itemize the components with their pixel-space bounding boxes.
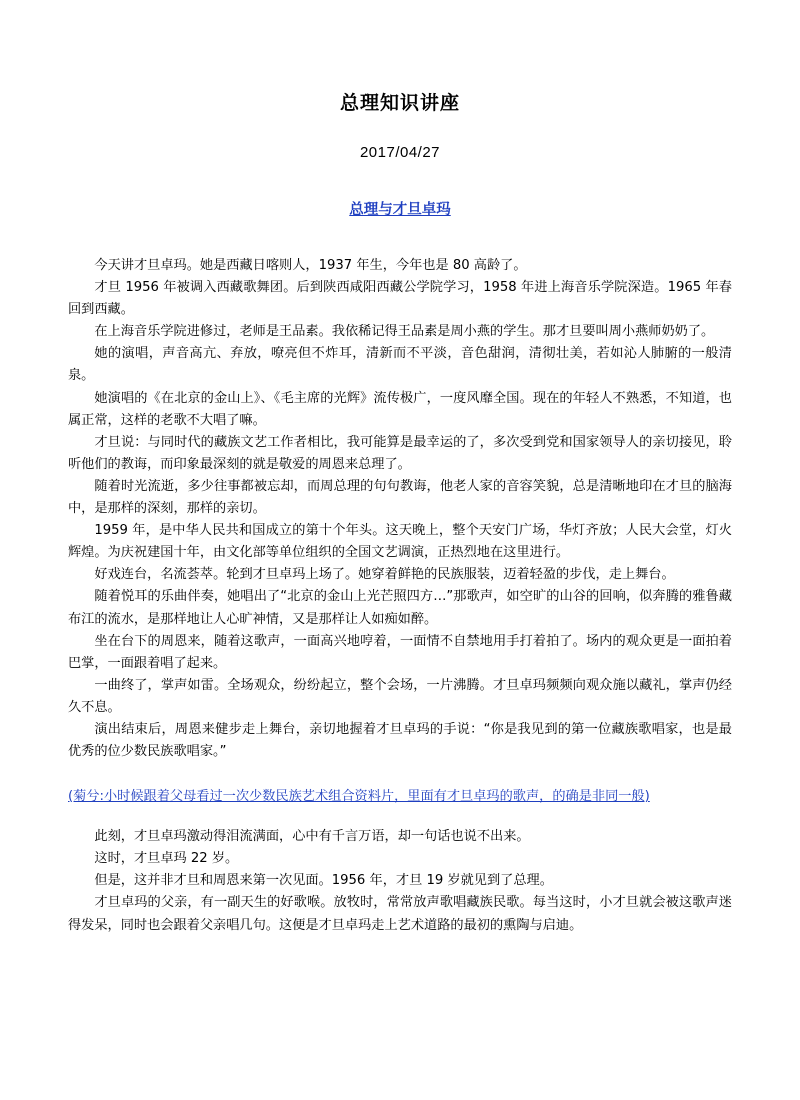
paragraph: 才旦 1956 年被调入西藏歌舞团。后到陕西咸阳西藏公学院学习，1958 年进上海音乐学院深造。1965 年春回到西藏。: [68, 280, 732, 318]
paragraph: 好戏连台，名流荟萃。轮到才旦卓玛上场了。她穿着鲜艳的民族服装，迈着轻盈的步伐，走上舞台。: [94, 567, 675, 583]
paragraph: 演出结束后，周恩来健步走上舞台，亲切地握着才旦卓玛的手说：“你是我见到的第一位藏族歌唱家，也是最优秀的位少数民族歌唱家。”: [68, 721, 732, 760]
paragraph: 在上海音乐学院进修过，老师是王品素。我依稀记得王品素是周小燕的学生。那才旦要叫周小燕师奶奶了。: [94, 324, 715, 340]
paragraph: 她的演唱，声音高亢、弃放，嘹亮但不炸耳，清新而不平淡，音色甜润，清彻壮美，若如沁人肺腑的一般清泉。: [68, 346, 732, 384]
document-date: 2017/04/27: [359, 144, 441, 161]
paragraph: 坐在台下的周恩来，随着这歌声，一面高兴地哼着，一面情不自禁地用手打着拍了。场内的观众更是一面拍着巴掌，一面跟着唱了起来。: [68, 633, 732, 671]
paragraph: 她演唱的《在北京的金山上》、《毛主席的光辉》流传极广，一度风靡全国。现在的年轻人不熟悉，不知道，也属正常，这样的老歌不大唱了嘛。: [68, 390, 732, 428]
paragraph: 1959 年，是中华人民共和国成立的第十个年头。这天晚上，整个天安门广场，华灯齐放；人民大会堂，灯火辉煌。为庆祝建国十年，由文化部等单位组织的全国文艺调演，正热烈地在这里进行。: [68, 523, 732, 561]
paragraph: 但是，这并非才旦和周恩来第一次见面。1956 年，才旦 19 岁就见到了总理。: [94, 873, 553, 889]
document-body: [68, 219, 732, 937]
paragraph: 才旦卓玛的父亲，有一副天生的好歌喉。放牧时，常常放声歌唱藏族民歌。每当这时，小才旦就会被这歌声迷得发呆，同时也会跟着父亲唱几句。这便是才旦卓玛走上艺术道路的最初的熏陶与启迪。: [68, 895, 732, 933]
paragraph: 一曲终了，掌声如雷。全场观众，纷纷起立，整个会场，一片沸腾。才旦卓玛频频向观众施以藏礼，掌声仍经久不息。: [68, 677, 732, 715]
section-heading: 总理与才旦卓玛: [349, 202, 451, 218]
page-title: 总理知识讲座: [339, 92, 460, 114]
paragraph: 此刻，才旦卓玛激动得泪流满面，心中有千言万语，却一句话也说不出来。: [94, 829, 530, 845]
document-body-continued: [68, 826, 732, 936]
paragraph: 随着悦耳的乐曲伴奏，她唱出了“北京的金山上光芒照四方…”那歌声，如空旷的山谷的回响，似奔腾的雅鲁藏布江的流水，是那样地让人心旷神情，又是那样让人如痴如醉。: [68, 589, 732, 627]
paragraph: 随着时光流逝，多少往事都被忘却，而周总理的句句教诲，他老人家的音容笑貌，总是清晰地印在才旦的脑海中，是那样的深刻，那样的亲切。: [68, 478, 732, 517]
editor-note: (菊兮:小时候跟着父母看过一次少数民族艺术组合资料片，里面有才旦卓玛的歌声，的确是非同一般): [68, 789, 650, 805]
paragraph: 今天讲才旦卓玛。她是西藏日喀则人，1937 年生，今年也是 80 高龄了。: [94, 258, 527, 273]
paragraph: 才旦说：与同时代的藏族文艺工作者相比，我可能算是最幸运的了，多次受到党和国家领导人的亲切接见，聆听他们的教诲，而印象最深刻的就是敬爱的周恩来总理了。: [68, 434, 732, 472]
paragraph: 这时，才旦卓玛 22 岁。: [94, 851, 239, 867]
